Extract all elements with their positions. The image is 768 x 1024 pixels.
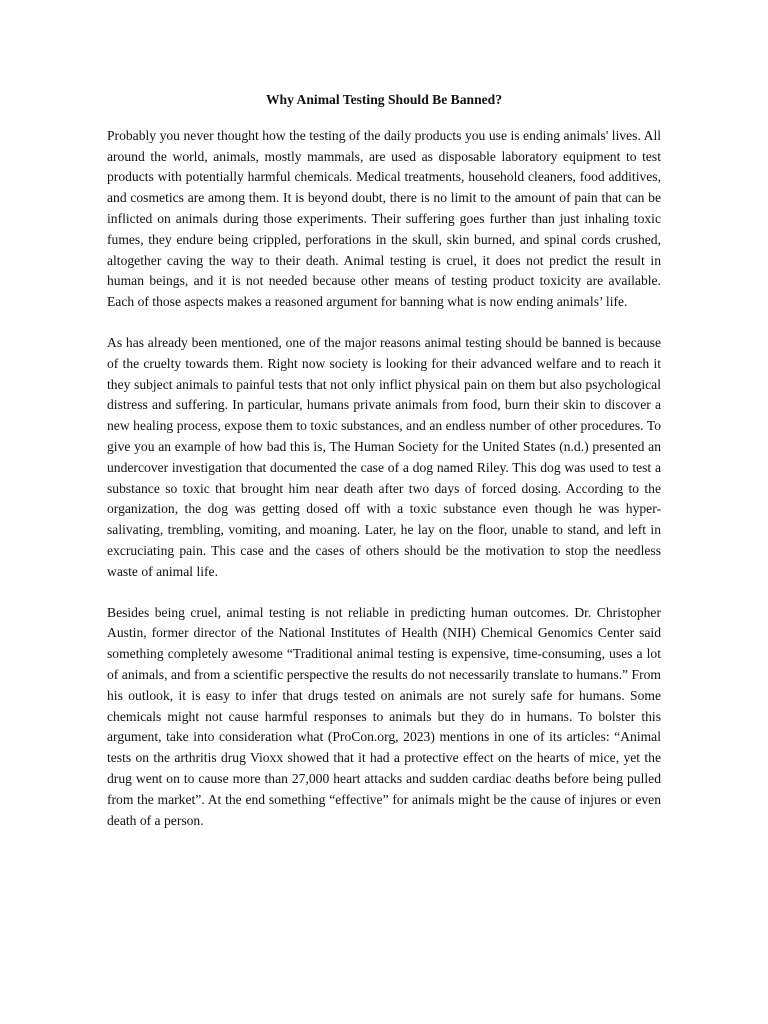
paragraph-cruelty: As has already been mentioned, one of the major reasons animal testing should be banned is because of the cruelty towards them. Right now society is looking for their advanced welfare and to reach it they subject animals to painful tests that not only inflict physical pain on them but also psychological distress and suffering. In particular, humans private animals from food, burn their skin to discover a new healing process, expose them to toxic substances, and an endless number of other procedures. To give you an example of how bad this is, The Human Society for the United States (n.d.) presented an undercover investigation that documented the case of a dog named Riley. This dog was used to test a substance so toxic that brought him near death after two days of forced dosing. According to the organization, the dog was getting dosed off with a toxic substance even though he was hyper-salivating, trembling, vomiting, and moaning. Later, he lay on the floor, unable to stand, and left in excruciating pain. This case and the cases of others should be the motivation to stop the needless waste of animal life. [107,334,661,579]
paragraph-reliability: Besides being cruel, animal testing is not reliable in predicting human outcomes. Dr. Christopher Austin, former director of the National Institutes of Health (NIH) Chemical Genomics Center said something completely awesome “Traditional animal testing is expensive, time-consuming, uses a lot of animals, and from a scientific perspective the results do not necessarily translate to humans.” From his outlook, it is easy to infer that drugs tested on animals are not surely safe for humans. Some chemicals might not cause harmful responses to animals but they do in humans. To bolster this argument, take into consideration what (ProCon.org, 2023) mentions in one of its articles: “Animal tests on the arthritis drug Vioxx showed that it had a protective effect on the hearts of mice, yet the drug went on to cause more than 27,000 heart attacks and sudden cardiac deaths before being pulled from the market”. At the end something “effective” for animals might be the cause of injures or even death of a person. [107,604,661,828]
paragraph-intro: Probably you never thought how the testing of the daily products you use is ending animals' lives. All around the world, animals, mostly mammals, are used as disposable laboratory equipment to test products with potentially harmful chemicals. Medical treatments, household cleaners, food additives, and cosmetics are among them. It is beyond doubt, there is no limit to the amount of pain that can be inflicted on animals during those experiments. Their suffering goes further than just inhaling toxic fumes, they endure being crippled, perforations in the skull, skin burned, and spinal cords crushed, altogether caving the way to their death. Animal testing is cruel, it does not predict the result in human beings, and it is not needed because other means of testing product toxicity are available. Each of those aspects makes a reasoned argument for banning what is now ending animals’ life. [107,127,661,310]
document-body [107,90,661,851]
document-title: Why Animal Testing Should Be Banned? [265,92,503,107]
